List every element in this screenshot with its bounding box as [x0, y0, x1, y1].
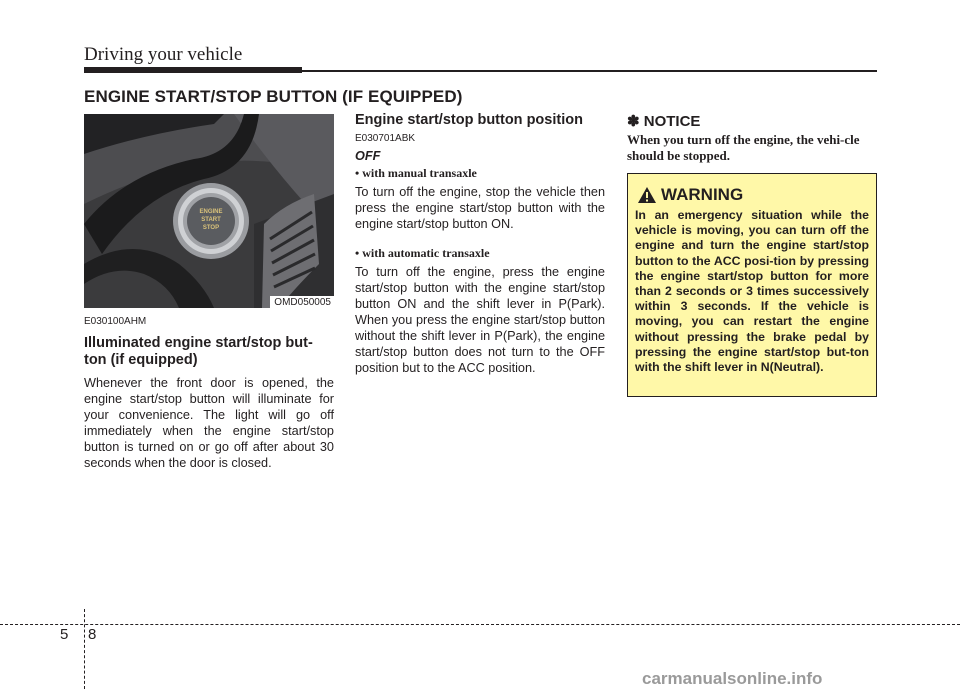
warning-body: In an emergency situation while the vehicle is moving, you can turn off the engine and turn the engine start/stop button to the ACC posi-tion by pressing the engine start/stop button for more than 2 seconds or 3 times successively within 3 seconds. If the vehicle is moving, you can restart the engine without pressing the brake pedal by pressing the engine start/stop but-ton with the shift lever in N(Neutral). — [635, 208, 869, 375]
automatic-transaxle-label: • with automatic transaxle — [355, 246, 490, 260]
illumination-body: Whenever the front door is opened, the engine start/stop button will illuminate for your convenience. The light will go off immediately when the engine start/stop button is turned on or go off after about 30 seconds when the door is closed. — [84, 376, 334, 470]
automatic-transaxle-body: To turn off the engine, press the engine start/stop button with the engine start/stop button ON and the shift lever in P(Park). When you press the engine start/stop button without the shift lever in P(Park), the engine start/stop button does not turn to the OFF position but to the ACC position. — [355, 265, 605, 375]
warning-triangle-icon — [637, 186, 657, 204]
section-code: E030100AHM — [84, 316, 147, 327]
manual-transaxle-body: To turn off the engine, stop the vehicle then press the engine start/stop button with the engine start/stop button ON. — [355, 185, 605, 231]
svg-text:START: START — [201, 217, 221, 223]
page-number: 8 — [88, 626, 97, 643]
section-code: E030701ABK — [355, 133, 416, 144]
header-rule-thick — [84, 67, 302, 73]
off-label: OFF — [355, 149, 381, 163]
illumination-heading: Illuminated engine start/stop but-ton (if equipped) — [84, 335, 313, 368]
notice-body: When you turn off the engine, the vehi-cle should be stopped. — [627, 132, 860, 163]
svg-text:STOP: STOP — [202, 225, 220, 231]
button-position-heading: Engine start/stop button position — [355, 112, 583, 128]
engine-button-photo — [84, 114, 334, 308]
figure-code: OMD050005 — [270, 296, 334, 308]
footer-rule — [0, 624, 960, 625]
column-2 — [355, 112, 605, 376]
notice-title: ✽ NOTICE — [627, 113, 701, 130]
section-title: ENGINE START/STOP BUTTON (IF EQUIPPED) — [84, 87, 463, 106]
column-3 — [627, 112, 877, 164]
chapter-number: 5 — [60, 626, 69, 643]
warning-title: WARNING — [661, 185, 744, 204]
header-rule-thin — [302, 70, 877, 72]
warning-box — [627, 173, 877, 397]
warning-header — [637, 184, 743, 206]
footer-divider — [84, 609, 85, 689]
svg-text:ENGINE: ENGINE — [199, 209, 223, 215]
watermark: carmanualsonline.info — [642, 669, 823, 688]
manual-transaxle-label: • with manual transaxle — [355, 166, 477, 180]
dashboard-illustration — [84, 114, 334, 308]
column-1 — [84, 316, 334, 471]
chapter-title: Driving your vehicle — [84, 44, 243, 65]
